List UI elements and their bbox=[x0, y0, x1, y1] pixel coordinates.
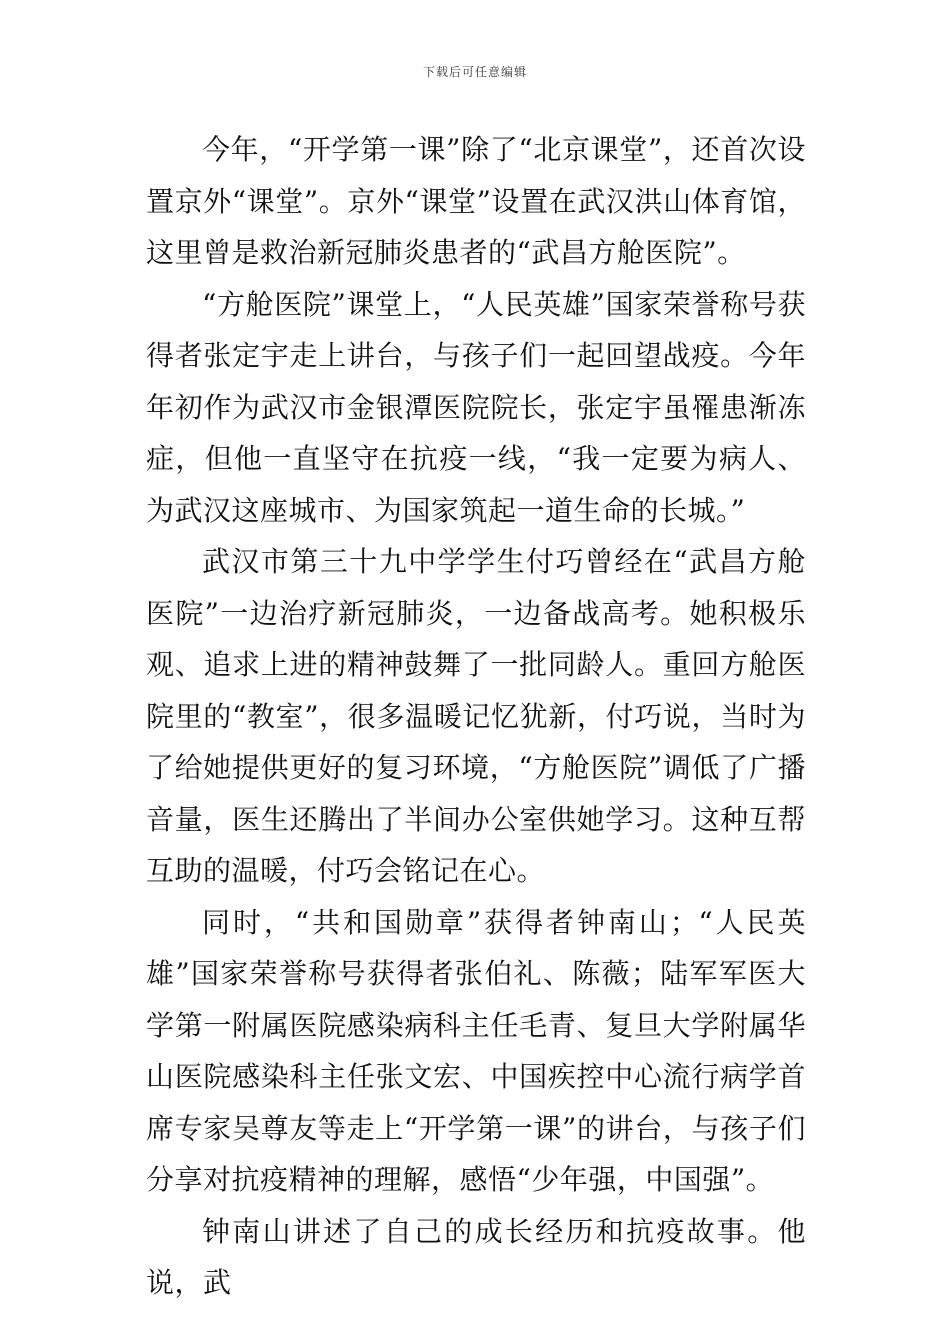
paragraph-3: 武汉市第三十九中学学生付巧曾经在“武昌方舱医院”一边治疗新冠肺炎，一边备战高考。她积极乐观、追求上进的精神鼓舞了一批同龄人。重回方舱医院里的“教室”，很多温暖记忆犹新，付巧说，当时为了给她提供更好的复习环境，“方舱医院”调低了广播音量，医生还腾出了半间办公室供她学习。这种互帮互助的温暖，付巧会铭记在心。 bbox=[146, 545, 806, 887]
paragraph-5: 钟南山讲述了自己的成长经历和抗疫故事。他说，武 bbox=[146, 1214, 806, 1299]
paragraph-1: 今年，“开学第一课”除了“北京课堂”，还首次设置京外“课堂”。京外“课堂”设置在武汉洪山体育馆，这里曾是救治新冠肺炎患者的“武昌方舱医院”。 bbox=[146, 133, 806, 269]
article-body bbox=[146, 124, 806, 1309]
paragraph-4: 同时，“共和国勋章”获得者钟南山；“人民英雄”国家荣誉称号获得者张伯礼、陈薇；陆军军医大学第一附属医院感染病科主任毛青、复旦大学附属华山医院感染科主任张文宏、中国疾控中心流行病学首席专家吴尊友等走上“开学第一课”的讲台，与孩子们分享对抗疫精神的理解，感悟“少年强，中国强”。 bbox=[146, 905, 806, 1196]
page-header-note: 下载后可任意编辑 bbox=[422, 65, 527, 79]
paragraph-2: “方舱医院”课堂上，“人民英雄”国家荣誉称号获得者张定宇走上讲台，与孩子们一起回望战疫。今年年初作为武汉市金银潭医院院长，张定宇虽罹患渐冻症，但他一直坚守在抗疫一线，“我一定要为病人、为武汉这座城市、为国家筑起一道生命的长城。” bbox=[146, 287, 806, 527]
